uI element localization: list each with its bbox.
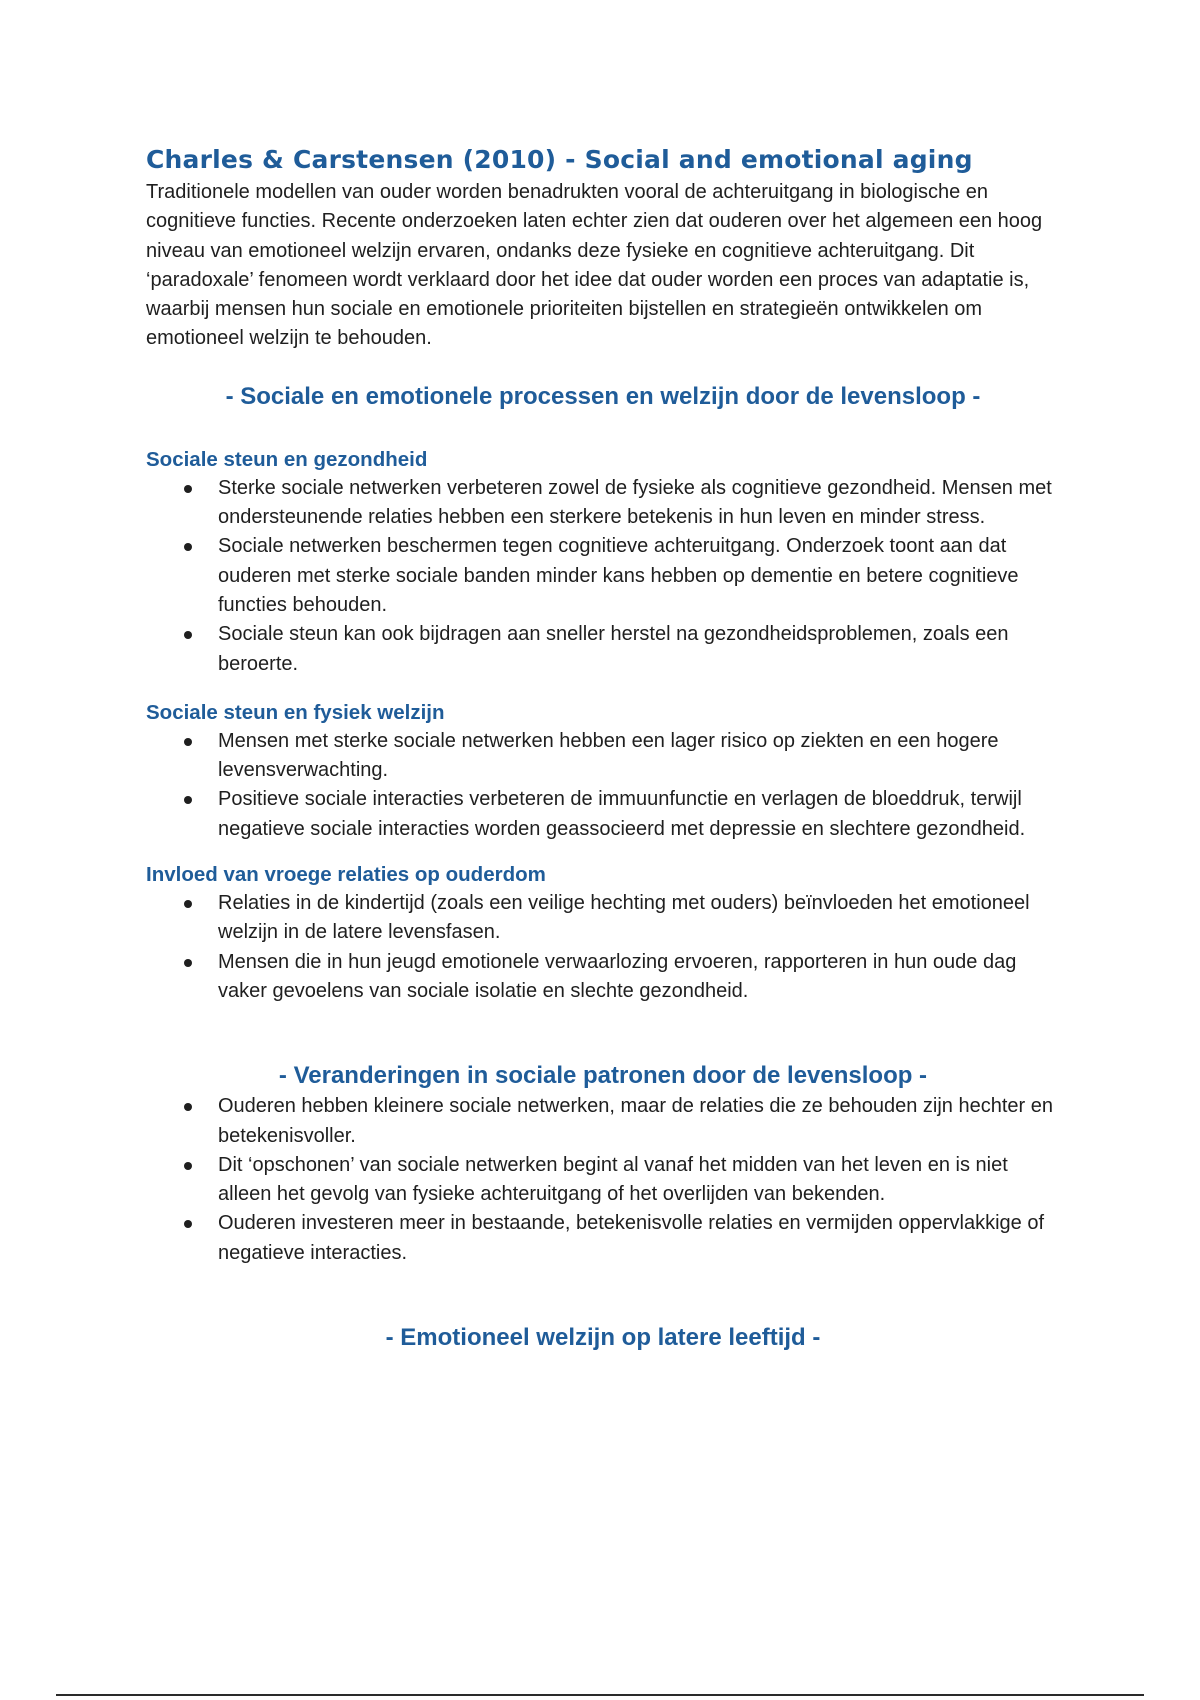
- list-item-text: Sociale steun kan ook bijdragen aan sneller herstel na gezondheidsproblemen, zoals een beroerte.: [218, 623, 1009, 675]
- list-item: [146, 785, 1060, 844]
- list-item: [146, 948, 1060, 1007]
- list-item-text: Mensen die in hun jeugd emotionele verwaarlozing ervoeren, rapporteren in hun oude dag vaker gevoelens van sociale isolatie en slechte gezondheid.: [218, 950, 1017, 1002]
- list-item-text: Positieve sociale interacties verbeteren de immuunfunctie en verlagen de bloeddruk, terwijl negatieve sociale interacties worden geassocieerd met depressie en slechtere gezondheid.: [218, 788, 1026, 840]
- subsection-title-health: Sociale steun en gezondheid: [146, 447, 428, 471]
- subsection-title-early-relations: Invloed van vroege relaties op ouderdom: [146, 863, 546, 887]
- bullet-icon: [184, 485, 192, 493]
- document-page: [146, 142, 1060, 1354]
- bullet-list-health: [146, 474, 1060, 679]
- list-item-text: Dit ‘opschonen’ van sociale netwerken begint al vanaf het midden van het leven en is niet alleen het gevolg van fysieke achteruitgang of het overlijden van bekenden.: [218, 1153, 1008, 1206]
- intro-paragraph: Traditionele modellen van ouder worden benadrukten vooral de achteruitgang in biologische en cognitieve functies. Recente onderzoeken laten echter zien dat ouderen over het algemeen een hoog niveau van emotioneel welzijn ervaren, ondanks deze fysieke en cognitieve achteruitgang. Dit ‘paradoxale’ fenomeen wordt verklaard door het idee dat ouder worden een proces van adaptatie is, waarbij mensen hun sociale en emotionele prioriteiten bijstellen en strategieën ontwikkelen om emotioneel welzijn te behouden.: [146, 181, 1043, 350]
- list-item: [146, 532, 1060, 620]
- list-item: [146, 1092, 1060, 1151]
- subsection-title-physical: Sociale steun en fysiek welzijn: [146, 700, 445, 724]
- list-item: [146, 727, 1060, 786]
- list-item: [146, 1209, 1060, 1268]
- list-item: [146, 620, 1060, 679]
- list-item-text: Ouderen investeren meer in bestaande, betekenisvolle relaties en vermijden oppervlakkige of negatieve interacties.: [218, 1212, 1045, 1264]
- list-item: [146, 1151, 1060, 1210]
- bullet-icon: [184, 1220, 192, 1228]
- document-title: Charles & Carstensen (2010) - Social and emotional aging: [146, 145, 973, 174]
- bullet-list-early-relations: [146, 889, 1060, 1006]
- list-item-text: Ouderen hebben kleinere sociale netwerken, maar de relaties die ze behouden zijn hechter en betekenisvoller.: [218, 1095, 1053, 1147]
- bullet-icon: [184, 631, 192, 639]
- bullet-icon: [184, 543, 192, 551]
- list-item-text: Relaties in de kindertijd (zoals een veilige hechting met ouders) beïnvloeden het emotioneel welzijn in de latere levensfasen.: [218, 892, 1030, 944]
- section-title-social-patterns: - Veranderingen in sociale patronen door de levensloop -: [278, 1062, 928, 1090]
- list-item-text: Sociale netwerken beschermen tegen cognitieve achteruitgang. Onderzoek toont aan dat ouderen met sterke sociale banden minder kans hebben op dementie en betere cognitieve functies behouden.: [218, 535, 1019, 616]
- bullet-list-social-patterns: [146, 1092, 1060, 1268]
- bullet-icon: [184, 738, 192, 746]
- page-bottom-rule: [56, 1694, 1144, 1696]
- list-item: [146, 889, 1060, 948]
- bullet-icon: [184, 900, 192, 908]
- bullet-icon: [184, 959, 192, 967]
- list-item-text: Sterke sociale netwerken verbeteren zowel de fysieke als cognitieve gezondheid. Mensen met ondersteunende relaties hebben een sterkere betekenis in hun leven en minder stress.: [218, 476, 1052, 529]
- section-title-processes: - Sociale en emotionele processen en welzijn door de levensloop -: [225, 382, 981, 410]
- list-item-text: Mensen met sterke sociale netwerken hebben een lager risico op ziekten en een hogere levensverwachting.: [218, 729, 999, 782]
- bullet-list-physical: [146, 727, 1060, 844]
- bullet-icon: [184, 796, 192, 804]
- bullet-icon: [184, 1103, 192, 1111]
- section-title-emotional-wellbeing: - Emotioneel welzijn op latere leeftijd -: [385, 1324, 821, 1352]
- list-item: [146, 474, 1060, 533]
- bullet-icon: [184, 1162, 192, 1170]
